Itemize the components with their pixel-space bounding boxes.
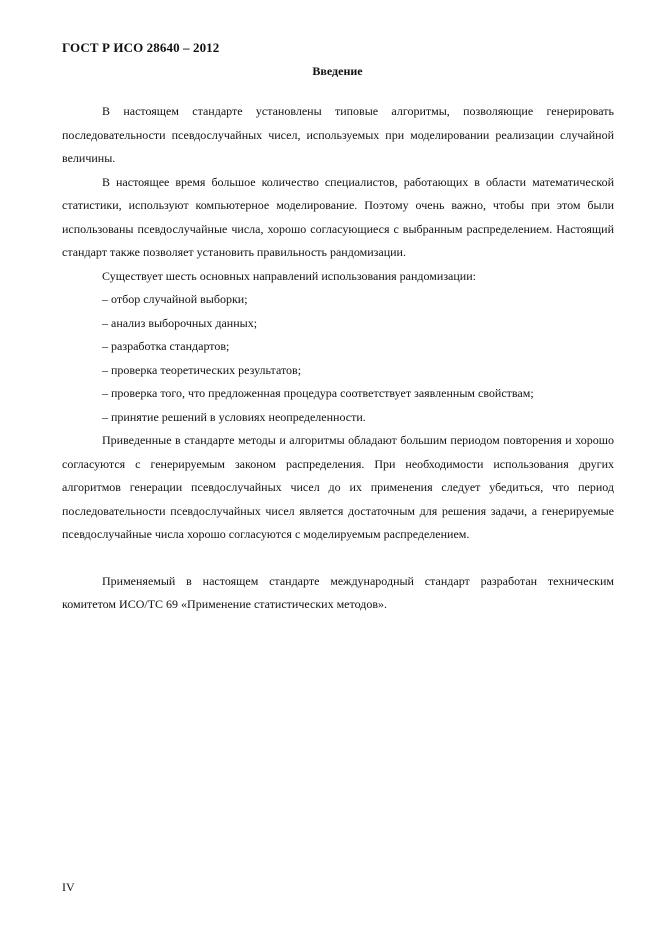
randomization-list [62,288,614,429]
list-item: – разработка стандартов; [102,339,230,353]
list-item: – отбор случайной выборки; [102,292,248,306]
paragraph-committee: Применяемый в настоящем стандарте международный стандарт разработан техническим комитетом ИСО/ТС 69 «Применение статистических методов». [62,573,614,611]
document-body [62,100,614,617]
list-item: – проверка того, что предложенная процедура соответствует заявленным свойствам; [102,386,534,400]
paragraph-spacer [62,547,614,570]
section-title: Введение [312,64,363,78]
page-number: IV [62,880,75,894]
list-item: – проверка теоретических результатов; [102,362,302,377]
paragraph-purpose: В настоящем стандарте установлены типовые алгоритмы, позволяющие генерировать последовательности псевдослучайных чисел, используемых при моделировании реализации случайной величины. [62,104,614,165]
list-item: – анализ выборочных данных; [102,315,258,330]
paragraph-methods: Приведенные в стандарте методы и алгоритмы обладают большим периодом повторения и хорошо согласуются с генерируемым законом распределения. При необходимости использования других алгоритмов генерации псевдослучайных чисел до их применения следует убедиться, что период последовательности псевдослучайных чисел является достаточным для решения задачи, а генерируемые псевдослучайные числа хорошо согласуются с моделируемым распределением. [62,433,614,541]
paragraph-context: В настоящее время большое количество специалистов, работающих в области математической статистики, используют компьютерное моделирование. Поэтому очень важно, чтобы при этом были использованы псевдослучайные числа, хорошо согласующиеся с выбранным распределением. Настоящий стандарт также позволяет установить правильность рандомизации. [62,174,614,259]
standard-header: ГОСТ Р ИСО 28640 – 2012 [62,40,220,55]
list-item: – принятие решений в условиях неопределенности. [102,409,366,424]
paragraph-list-intro: Существует шесть основных направлений использования рандомизации: [102,268,476,283]
